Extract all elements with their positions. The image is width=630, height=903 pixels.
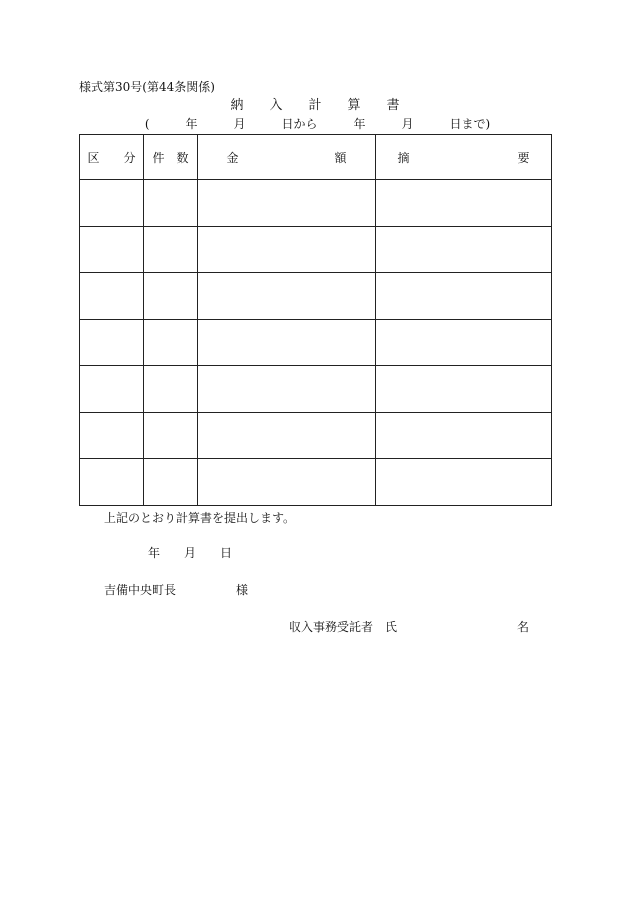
table-row — [80, 180, 552, 227]
addressee-line: 吉備中央町長 様 — [104, 583, 249, 597]
table-row — [80, 366, 552, 413]
count-cell[interactable] — [144, 226, 198, 273]
category-cell[interactable] — [80, 273, 144, 320]
amount-cell[interactable] — [198, 412, 376, 459]
count-cell[interactable] — [144, 273, 198, 320]
submission-statement: 上記のとおり計算書を提出します。 — [104, 511, 296, 525]
table-row — [80, 319, 552, 366]
period-line: ( 年 月 日から 年 月 日まで) — [144, 117, 491, 131]
remarks-cell[interactable] — [376, 319, 552, 366]
table-row — [80, 273, 552, 320]
count-cell[interactable] — [144, 366, 198, 413]
count-cell[interactable] — [144, 180, 198, 227]
calculation-table — [79, 134, 552, 506]
amount-cell[interactable] — [198, 180, 376, 227]
category-cell[interactable] — [80, 366, 144, 413]
count-cell[interactable] — [144, 319, 198, 366]
remarks-cell[interactable] — [376, 412, 552, 459]
header-remarks: 摘 要 — [376, 135, 552, 180]
document-title: 納 入 計 算 書 — [230, 98, 400, 113]
remarks-cell[interactable] — [376, 459, 552, 506]
signer-line: 収入事務受託者 氏 名 — [289, 620, 530, 634]
date-line: 年 月 日 — [148, 546, 233, 560]
category-cell[interactable] — [80, 412, 144, 459]
remarks-cell[interactable] — [376, 226, 552, 273]
category-cell[interactable] — [80, 180, 144, 227]
amount-cell[interactable] — [198, 319, 376, 366]
table-row — [80, 412, 552, 459]
remarks-cell[interactable] — [376, 273, 552, 320]
count-cell[interactable] — [144, 459, 198, 506]
table-row — [80, 226, 552, 273]
form-number: 様式第30号(第44条関係) — [79, 80, 215, 94]
amount-cell[interactable] — [198, 366, 376, 413]
category-cell[interactable] — [80, 319, 144, 366]
count-cell[interactable] — [144, 412, 198, 459]
amount-cell[interactable] — [198, 459, 376, 506]
table-header-row — [80, 135, 552, 180]
header-amount: 金 額 — [198, 135, 376, 180]
amount-cell[interactable] — [198, 226, 376, 273]
header-count: 件 数 — [144, 135, 198, 180]
remarks-cell[interactable] — [376, 366, 552, 413]
table-row — [80, 459, 552, 506]
category-cell[interactable] — [80, 226, 144, 273]
remarks-cell[interactable] — [376, 180, 552, 227]
category-cell[interactable] — [80, 459, 144, 506]
header-category: 区 分 — [80, 135, 144, 180]
amount-cell[interactable] — [198, 273, 376, 320]
